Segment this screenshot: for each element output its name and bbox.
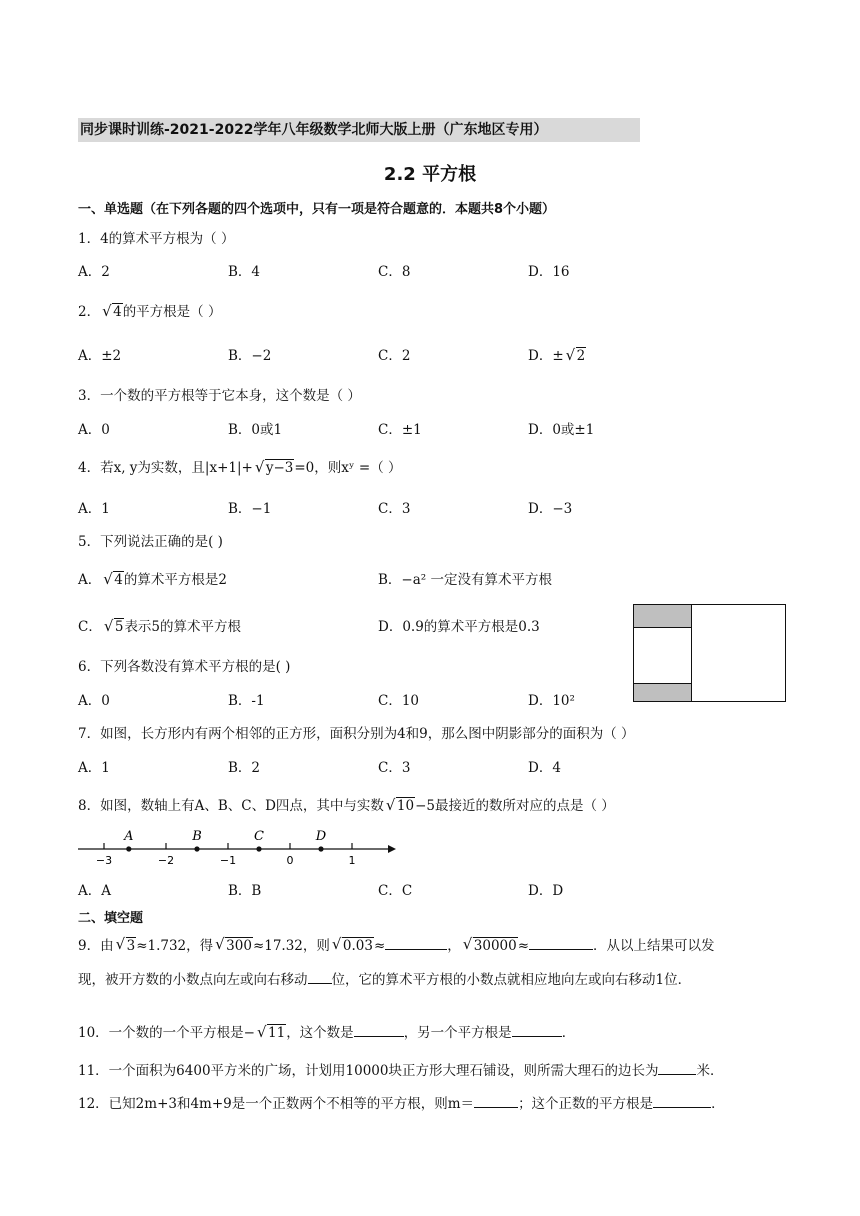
option-b: B．−a² 一定没有算术平方根 (378, 572, 552, 588)
point-c (256, 846, 261, 851)
question-8: 8．如图，数轴上有A、B、C、D四点，其中与实数√ 10−5最接近的数所对应的点是（ ） (78, 794, 615, 814)
section-heading-fill-blank: 二、填空题 (78, 911, 144, 926)
point-label: C (254, 829, 264, 844)
question-2-text: 的平方根是（ ） (122, 304, 222, 320)
answer-blank[interactable] (653, 1107, 711, 1108)
question-5-options-row1 (78, 568, 798, 588)
sqrt-symbol: √ 5 (104, 619, 125, 635)
question-4-options (78, 497, 798, 517)
option-c: C．3 (378, 501, 411, 517)
sqrt-symbol: √ 4 (103, 572, 124, 588)
option-b: B．4 (228, 264, 261, 280)
point-a (126, 846, 131, 851)
option-a: A．0 (78, 422, 110, 438)
number-line (70, 825, 400, 870)
arrow-icon (388, 845, 396, 853)
sqrt-symbol (102, 304, 123, 320)
option-a: A．√ 4的算术平方根是2 (78, 568, 227, 588)
option-b: B．−2 (228, 348, 272, 364)
question-2-options (78, 344, 798, 364)
section-heading-single-choice: 一、单选题（在下列各题的四个选项中，只有一项是符合题意的．本题共8个小题） (78, 202, 556, 217)
question-10: 10．一个数的一个平方根是−√ 11，这个数是 ，另一个平方根是 ． (78, 1021, 575, 1041)
option-a: A．2 (78, 264, 110, 280)
option-c: C．±1 (378, 422, 422, 438)
sqrt-symbol: √ y−3 (255, 460, 295, 476)
answer-blank[interactable] (529, 949, 593, 950)
question-4: 4．若x, y为实数，且|x+1|+√ y−3=0，则xʸ =（ ） (78, 456, 402, 476)
sqrt-symbol: √ 10 (386, 798, 415, 814)
option-b: B．2 (228, 760, 261, 776)
page-title: 2.2 平方根 (383, 164, 477, 185)
option-d: D．16 (528, 264, 570, 280)
tick-label: −2 (157, 854, 175, 867)
answer-blank[interactable] (308, 983, 332, 984)
option-d: D．4 (528, 760, 561, 776)
option-b: B．B (228, 883, 262, 899)
square-divider-line (691, 604, 692, 701)
option-c: C．10 (378, 693, 420, 709)
option-d: D．D (528, 883, 564, 899)
point-label: A (124, 829, 134, 844)
option-c: C．3 (378, 760, 411, 776)
option-d: D．±√ 2 (528, 344, 586, 364)
question-6: 6．下列各数没有算术平方根的是( ) (78, 659, 291, 675)
point-d (318, 846, 323, 851)
option-d: D．−3 (528, 501, 573, 517)
question-2-number: 2． (78, 304, 101, 320)
question-7-options (78, 756, 798, 776)
answer-blank[interactable] (658, 1074, 696, 1075)
option-a: A．1 (78, 760, 110, 776)
option-b: B．-1 (228, 693, 265, 709)
option-b: B．−1 (228, 501, 272, 517)
option-a: A．1 (78, 501, 110, 517)
option-c: C．C (378, 883, 413, 899)
question-8-options (78, 879, 798, 899)
option-c: C．√ 5表示5的算术平方根 (78, 615, 241, 635)
option-c: C．8 (378, 264, 411, 280)
shaded-region-top (634, 605, 691, 628)
point-label: D (315, 829, 327, 844)
point-label: B (192, 829, 202, 844)
header-banner: 同步课时训练-2021-2022学年八年级数学北师大版上册（广东地区专用） (78, 118, 640, 142)
option-c: C．2 (378, 348, 411, 364)
sqrt-symbol: √ 2 (566, 348, 587, 364)
question-7: 7．如图，长方形内有两个相邻的正方形，面积分别为4和9，那么图中阴影部分的面积为（ ） (78, 726, 635, 742)
answer-blank[interactable] (354, 1036, 404, 1037)
question-5: 5．下列说法正确的是( ) (78, 534, 223, 550)
question-2 (78, 300, 221, 320)
question-1: 1．4的算术平方根为（ ） (78, 231, 235, 247)
answer-blank[interactable] (474, 1107, 518, 1108)
answer-blank[interactable] (512, 1036, 562, 1037)
tick-label: −3 (95, 854, 113, 867)
tick-label: 1 (348, 854, 356, 867)
option-d: D．0.9的算术平方根是0.3 (378, 619, 540, 635)
option-d: D．10² (528, 693, 575, 709)
option-a: A．±2 (78, 348, 122, 364)
question-6-options (78, 689, 798, 709)
question-1-options (78, 260, 798, 280)
point-b (194, 846, 199, 851)
option-a: A．0 (78, 693, 110, 709)
option-a: A．A (78, 883, 111, 899)
option-b: B．0或1 (228, 422, 283, 438)
question-11: 11．一个面积为6400平方米的广场，计划用10000块正方形大理石铺设，则所需大理石的边长为 米． (78, 1063, 724, 1079)
tick-label: −1 (219, 854, 237, 867)
question-9: 9．由√ 3≈1.732，得√ 300≈17.32，则√ 0.03≈ ，√ 30000≈ ．从以上结果可以发 现，被开方数的小数点向左或向右移动 位，它的算术平方根的小数点就相应地向左或向右移动1位． (78, 929, 788, 997)
answer-blank[interactable] (385, 949, 447, 950)
radicand: 4 (113, 304, 122, 320)
question-12: 12．已知2m+3和4m+9是一个正数两个不相等的平方根，则m＝ ；这个正数的平方根是 ． (78, 1096, 725, 1112)
option-d: D．0或±1 (528, 422, 595, 438)
tick-label: 0 (286, 854, 294, 867)
question-3-options (78, 418, 798, 438)
question-3: 3．一个数的平方根等于它本身，这个数是（ ） (78, 388, 361, 404)
